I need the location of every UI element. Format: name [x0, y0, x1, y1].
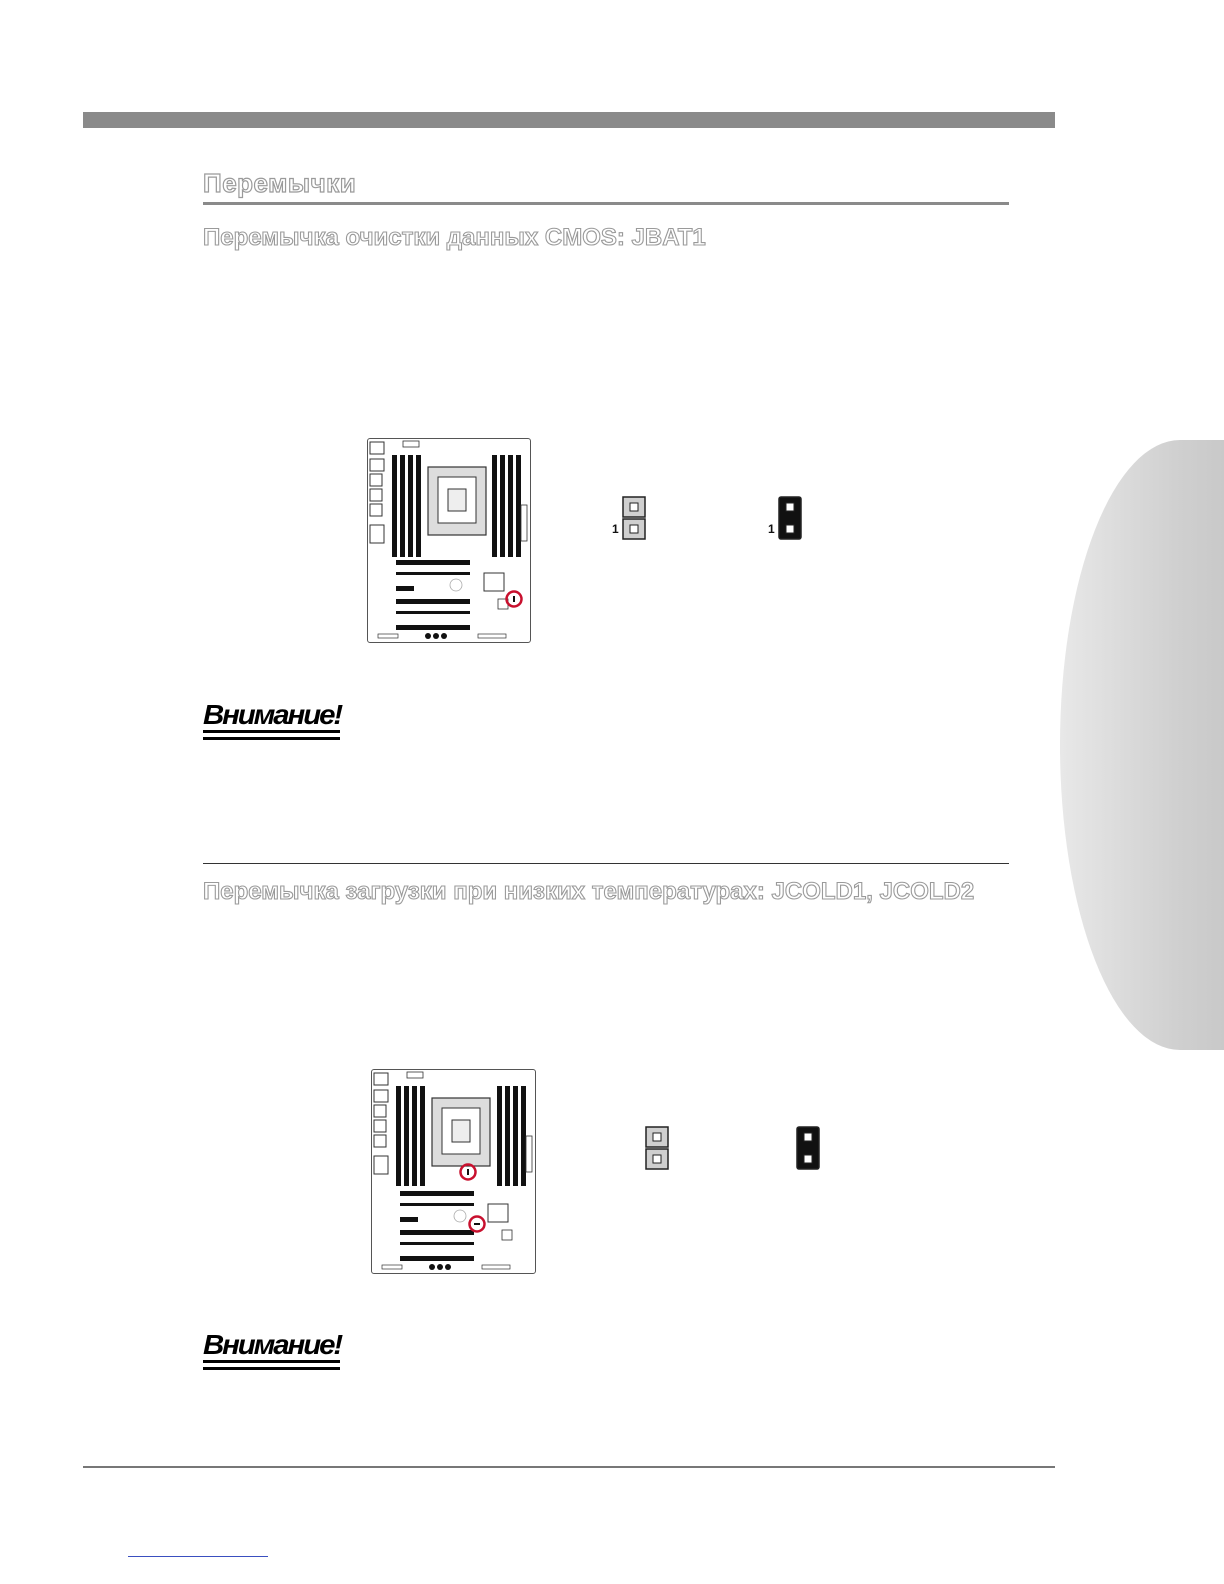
- header-bar: [83, 112, 1055, 128]
- notice-underline: [203, 1360, 340, 1363]
- notice-underline: [203, 737, 340, 740]
- footer-link-underline[interactable]: [128, 1556, 268, 1557]
- chapter-side-tab: [1060, 440, 1224, 1050]
- jumper-open-jbat: [622, 496, 646, 545]
- notice-label: Внимание!: [203, 699, 342, 730]
- pin-1-label-closed: 1: [768, 522, 775, 536]
- section-title-rule: [203, 202, 1009, 205]
- jumper-closed-jbat: [778, 496, 802, 545]
- footer-rule: [83, 1466, 1055, 1468]
- motherboard-diagram-jbat: [367, 438, 531, 643]
- pin-1-label-open: 1: [612, 522, 619, 536]
- section-title: Перемычки: [203, 168, 357, 198]
- jumper-closed-jcold: [796, 1126, 820, 1175]
- notice-jbat: [203, 700, 340, 740]
- notice-jcold: [203, 1330, 340, 1370]
- jbat-heading: Перемычка очистки данных CMOS: JBAT1: [203, 224, 706, 251]
- jumper-open-jcold: [645, 1126, 669, 1175]
- notice-underline: [203, 1367, 340, 1370]
- motherboard-diagram-jcold: [371, 1069, 536, 1274]
- notice-underline: [203, 730, 340, 733]
- notice-label: Внимание!: [203, 1329, 342, 1360]
- section-divider: [203, 863, 1009, 864]
- jcold-heading: Перемычка загрузки при низких температурах: JCOLD1, JCOLD2: [203, 878, 975, 905]
